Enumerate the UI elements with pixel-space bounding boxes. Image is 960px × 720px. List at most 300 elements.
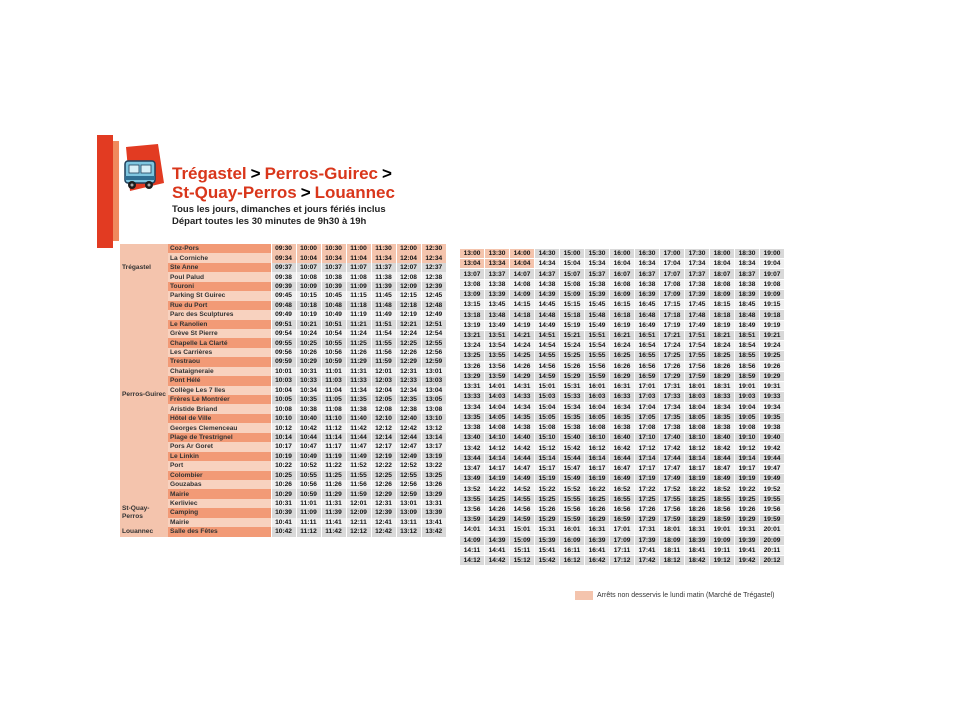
departure-time: 09:37	[271, 263, 296, 272]
departure-time: 13:56	[485, 361, 510, 371]
departure-time: 10:24	[296, 329, 321, 338]
departure-time: 17:22	[635, 484, 660, 494]
departure-time: 14:18	[510, 310, 535, 320]
departure-time: 14:09	[510, 289, 535, 299]
departure-time: 11:25	[321, 471, 346, 480]
stop-name: Rue du Port	[168, 301, 271, 310]
departure-time: 15:12	[510, 556, 535, 566]
departure-time: 14:41	[485, 545, 510, 555]
table-row	[120, 499, 446, 508]
departure-time: 14:49	[535, 320, 560, 330]
departure-time: 19:12	[735, 443, 760, 453]
departure-time: 17:18	[660, 310, 685, 320]
departure-time: 09:59	[271, 357, 296, 366]
departure-time: 17:07	[660, 269, 685, 279]
departure-time: 18:49	[710, 474, 735, 484]
departure-time: 16:08	[585, 422, 610, 432]
stop-name: Pont Hélé	[168, 376, 271, 385]
stop-name: Plage de Trestrignel	[168, 433, 271, 442]
departure-time: 14:15	[510, 300, 535, 310]
departure-time: 14:52	[510, 484, 535, 494]
departure-time: 18:11	[660, 545, 685, 555]
departure-time: 14:34	[535, 259, 560, 269]
departure-time: 15:52	[560, 484, 585, 494]
departure-time: 17:39	[635, 535, 660, 545]
departure-time: 16:37	[635, 269, 660, 279]
departure-time: 19:34	[760, 402, 785, 412]
departure-time: 14:21	[510, 330, 535, 340]
departure-time: 11:05	[321, 395, 346, 404]
departure-time: 09:56	[271, 348, 296, 357]
departure-time: 15:09	[560, 289, 585, 299]
departure-time: 12:24	[396, 329, 421, 338]
departure-time: 11:47	[346, 442, 371, 451]
stop-name: Coz-Pors	[168, 244, 271, 253]
departure-time: 19:04	[735, 402, 760, 412]
departure-time: 19:49	[760, 474, 785, 484]
departure-time: 12:04	[396, 253, 421, 262]
departure-time: 19:01	[735, 382, 760, 392]
departure-time: 12:59	[396, 489, 421, 498]
departure-time: 12:01	[371, 367, 396, 376]
departure-time: 09:51	[271, 320, 296, 329]
departure-time: 13:08	[460, 279, 485, 289]
departure-time: 18:09	[660, 535, 685, 545]
table-row	[460, 300, 785, 310]
departure-time: 14:22	[485, 484, 510, 494]
departure-time: 15:34	[585, 259, 610, 269]
table-row	[460, 422, 785, 432]
table-row	[460, 279, 785, 289]
departure-time: 12:55	[421, 338, 446, 347]
departure-time: 15:54	[585, 341, 610, 351]
departure-time: 13:31	[421, 499, 446, 508]
departure-time: 10:38	[296, 404, 321, 413]
departure-time: 19:31	[735, 525, 760, 535]
departure-time: 13:49	[460, 474, 485, 484]
departure-time: 11:48	[371, 301, 396, 310]
departure-time: 16:44	[610, 453, 635, 463]
table-row	[460, 259, 785, 269]
departure-time: 19:11	[710, 545, 735, 555]
departure-time: 19:26	[735, 504, 760, 514]
departure-time: 14:39	[485, 535, 510, 545]
table-row	[460, 341, 785, 351]
departure-time: 09:39	[271, 282, 296, 291]
departure-time: 17:30	[685, 249, 710, 259]
departure-time: 13:34	[485, 259, 510, 269]
departure-time: 16:21	[610, 330, 635, 340]
departure-time: 13:18	[460, 310, 485, 320]
departure-time: 16:34	[635, 259, 660, 269]
departure-time: 12:25	[396, 338, 421, 347]
zone-label: Louannec	[120, 527, 168, 536]
departure-time: 16:12	[560, 556, 585, 566]
departure-time: 15:56	[560, 504, 585, 514]
departure-time: 18:56	[710, 504, 735, 514]
departure-time: 18:54	[735, 341, 760, 351]
departure-time: 19:40	[760, 433, 785, 443]
departure-time: 11:26	[346, 348, 371, 357]
departure-time: 11:31	[346, 367, 371, 376]
departure-time: 17:34	[660, 402, 685, 412]
departure-time: 17:19	[660, 320, 685, 330]
departure-time: 13:12	[421, 423, 446, 432]
departure-time: 13:21	[460, 330, 485, 340]
departure-time: 16:05	[585, 412, 610, 422]
departure-time: 12:18	[396, 301, 421, 310]
departure-time: 14:37	[535, 269, 560, 279]
title-st-quay-perros: St-Quay-Perros	[172, 183, 297, 202]
subtitle-frequency: Départ toutes les 30 minutes de 9h30 à 19h	[172, 216, 367, 227]
stop-name: Salle des Fêtes	[168, 527, 271, 536]
departure-time: 18:30	[735, 249, 760, 259]
departure-time: 18:05	[685, 412, 710, 422]
departure-time: 16:18	[610, 310, 635, 320]
departure-time: 18:21	[710, 330, 735, 340]
departure-time: 18:19	[685, 474, 710, 484]
departure-time: 14:04	[510, 259, 535, 269]
departure-time: 18:12	[685, 443, 710, 453]
departure-time: 17:52	[660, 484, 685, 494]
departure-time: 12:34	[396, 386, 421, 395]
departure-time: 13:19	[460, 320, 485, 330]
departure-time: 15:10	[535, 433, 560, 443]
departure-time: 18:42	[685, 556, 710, 566]
departure-time: 17:25	[660, 351, 685, 361]
departure-time: 13:39	[485, 289, 510, 299]
departure-time: 09:54	[271, 329, 296, 338]
departure-time: 15:38	[560, 422, 585, 432]
departure-time: 19:05	[735, 412, 760, 422]
departure-time: 14:45	[535, 300, 560, 310]
departure-time: 16:39	[635, 289, 660, 299]
departure-time: 14:24	[510, 341, 535, 351]
departure-time: 10:45	[321, 291, 346, 300]
departure-time: 10:15	[296, 291, 321, 300]
departure-time: 14:26	[485, 504, 510, 514]
departure-time: 18:19	[710, 320, 735, 330]
departure-time: 16:26	[610, 361, 635, 371]
departure-time: 12:54	[421, 329, 446, 338]
departure-time: 10:44	[296, 433, 321, 442]
departure-time: 14:04	[485, 402, 510, 412]
departure-time: 17:15	[660, 300, 685, 310]
departure-time: 11:03	[321, 376, 346, 385]
stop-name: Camping	[168, 508, 271, 517]
table-row	[460, 443, 785, 453]
title-line-2	[172, 183, 396, 202]
departure-time: 12:26	[371, 480, 396, 489]
departure-time: 19:56	[760, 504, 785, 514]
table-row	[120, 291, 446, 300]
departure-time: 10:55	[321, 338, 346, 347]
departure-time: 15:29	[560, 371, 585, 381]
departure-time: 14:09	[460, 535, 485, 545]
departure-time: 18:41	[685, 545, 710, 555]
departure-time: 18:00	[710, 249, 735, 259]
stop-name: Port	[168, 461, 271, 470]
departure-time: 15:49	[560, 474, 585, 484]
departure-time: 10:05	[271, 395, 296, 404]
departure-time: 10:48	[321, 301, 346, 310]
title-louannec: Louannec	[314, 183, 395, 202]
departure-time: 12:56	[421, 348, 446, 357]
title-arrow: >	[381, 164, 392, 183]
departure-time: 18:26	[710, 361, 735, 371]
departure-time: 17:54	[685, 341, 710, 351]
table-row	[460, 289, 785, 299]
departure-time: 18:08	[710, 279, 735, 289]
departure-time: 15:04	[535, 402, 560, 412]
departure-time: 12:55	[396, 471, 421, 480]
departure-time: 19:39	[735, 535, 760, 545]
departure-time: 10:56	[321, 348, 346, 357]
title-arrow: >	[250, 164, 261, 183]
departure-time: 19:29	[760, 371, 785, 381]
departure-time: 11:01	[321, 367, 346, 376]
departure-time: 17:31	[635, 525, 660, 535]
departure-time: 15:07	[560, 269, 585, 279]
departure-time: 12:51	[421, 320, 446, 329]
departure-time: 19:33	[760, 392, 785, 402]
table-row	[460, 433, 785, 443]
departure-time: 17:24	[660, 341, 685, 351]
departure-time: 15:33	[560, 392, 585, 402]
departure-time: 19:22	[735, 484, 760, 494]
table-row	[120, 461, 446, 470]
departure-time: 20:11	[760, 545, 785, 555]
table-row	[120, 471, 446, 480]
departure-time: 10:07	[296, 263, 321, 272]
departure-time: 13:09	[460, 289, 485, 299]
departure-time: 11:45	[371, 291, 396, 300]
legend	[575, 591, 774, 600]
departure-time: 11:33	[346, 376, 371, 385]
departure-time: 12:12	[346, 527, 371, 536]
departure-time: 19:03	[735, 392, 760, 402]
departure-time: 14:12	[485, 443, 510, 453]
departure-time: 13:07	[460, 269, 485, 279]
departure-time: 12:29	[371, 489, 396, 498]
departure-time: 12:37	[421, 263, 446, 272]
departure-time: 12:19	[371, 452, 396, 461]
departure-time: 12:03	[371, 376, 396, 385]
departure-time: 11:59	[371, 357, 396, 366]
departure-time: 13:49	[485, 320, 510, 330]
stop-name: Pors Ar Goret	[168, 442, 271, 451]
departure-time: 13:04	[460, 259, 485, 269]
departure-time: 20:09	[760, 535, 785, 545]
departure-time: 14:10	[485, 433, 510, 443]
departure-time: 13:19	[421, 452, 446, 461]
table-row	[120, 301, 446, 310]
departure-time: 09:38	[271, 272, 296, 281]
departure-time: 17:14	[635, 453, 660, 463]
departure-time: 18:07	[710, 269, 735, 279]
departure-time: 15:29	[535, 515, 560, 525]
departure-time: 16:55	[635, 351, 660, 361]
departure-time: 11:42	[346, 423, 371, 432]
departure-time: 17:21	[660, 330, 685, 340]
departure-time: 13:26	[460, 361, 485, 371]
departure-time: 13:24	[460, 341, 485, 351]
departure-time: 14:31	[510, 382, 535, 392]
departure-time: 13:14	[421, 433, 446, 442]
stop-name: Les Carrières	[168, 348, 271, 357]
departure-time: 10:38	[321, 272, 346, 281]
stop-name: Georges Clemenceau	[168, 423, 271, 432]
departure-time: 17:31	[660, 382, 685, 392]
table-row	[460, 382, 785, 392]
table-row	[120, 338, 446, 347]
departure-time: 12:47	[396, 442, 421, 451]
departure-time: 11:34	[371, 253, 396, 262]
departure-time: 14:19	[485, 474, 510, 484]
departure-time: 16:38	[635, 279, 660, 289]
departure-time: 16:14	[585, 453, 610, 463]
departure-time: 16:40	[610, 433, 635, 443]
departure-time: 09:48	[271, 301, 296, 310]
departure-time: 14:29	[485, 515, 510, 525]
departure-time: 16:04	[585, 402, 610, 412]
departure-time: 15:49	[585, 320, 610, 330]
departure-time: 20:12	[760, 556, 785, 566]
departure-time: 10:19	[271, 452, 296, 461]
departure-time: 17:12	[635, 443, 660, 453]
table-row	[120, 310, 446, 319]
departure-time: 13:47	[460, 463, 485, 473]
departure-time: 15:37	[585, 269, 610, 279]
departure-time: 18:10	[685, 433, 710, 443]
departure-time: 17:39	[685, 289, 710, 299]
departure-time: 10:55	[296, 471, 321, 480]
departure-time: 10:10	[271, 414, 296, 423]
departure-time: 10:59	[296, 489, 321, 498]
stop-name: Poul Palud	[168, 272, 271, 281]
departure-time: 10:09	[296, 282, 321, 291]
departure-time: 14:56	[510, 504, 535, 514]
departure-time: 15:22	[535, 484, 560, 494]
departure-time: 11:39	[371, 282, 396, 291]
departure-time: 11:59	[346, 489, 371, 498]
stop-name: La Corniche	[168, 253, 271, 262]
departure-time: 15:21	[560, 330, 585, 340]
departure-time: 12:19	[396, 310, 421, 319]
departure-time: 18:55	[710, 494, 735, 504]
departure-time: 19:04	[760, 259, 785, 269]
departure-time: 15:24	[560, 341, 585, 351]
departure-time: 19:31	[760, 382, 785, 392]
table-row	[120, 433, 446, 442]
stop-name: Grève St Pierre	[168, 329, 271, 338]
departure-time: 12:42	[371, 527, 396, 536]
table-row	[460, 463, 785, 473]
departure-time: 18:38	[735, 279, 760, 289]
table-row	[460, 484, 785, 494]
table-row	[460, 525, 785, 535]
departure-time: 14:38	[535, 279, 560, 289]
departure-time: 16:17	[585, 463, 610, 473]
departure-time: 12:41	[371, 518, 396, 527]
departure-time: 13:22	[421, 461, 446, 470]
departure-time: 15:03	[535, 392, 560, 402]
departure-time: 17:09	[610, 535, 635, 545]
departure-time: 15:48	[585, 310, 610, 320]
departure-time: 17:59	[660, 515, 685, 525]
departure-time: 17:01	[610, 525, 635, 535]
departure-time: 13:42	[460, 443, 485, 453]
subtitle-days: Tous les jours, dimanches et jours fériés inclus	[172, 204, 386, 215]
departure-time: 19:15	[760, 300, 785, 310]
departure-time: 09:45	[271, 291, 296, 300]
table-row	[120, 489, 446, 498]
departure-time: 13:12	[396, 527, 421, 536]
title-arrow: >	[300, 183, 311, 202]
departure-time: 10:08	[271, 404, 296, 413]
departure-time: 12:45	[421, 291, 446, 300]
departure-time: 14:39	[535, 289, 560, 299]
departure-time: 16:45	[635, 300, 660, 310]
departure-time: 19:38	[760, 422, 785, 432]
departure-time: 12:04	[371, 386, 396, 395]
departure-time: 17:55	[660, 494, 685, 504]
departure-time: 12:31	[396, 367, 421, 376]
table-row	[460, 310, 785, 320]
table-row	[120, 376, 446, 385]
departure-time: 19:10	[735, 433, 760, 443]
departure-time: 14:00	[510, 249, 535, 259]
departure-time: 10:12	[271, 423, 296, 432]
departure-time: 11:37	[371, 263, 396, 272]
departure-time: 17:56	[685, 361, 710, 371]
stop-name: Le Linkin	[168, 452, 271, 461]
departure-time: 15:34	[560, 402, 585, 412]
departure-time: 14:55	[510, 494, 535, 504]
table-row	[120, 357, 446, 366]
departure-time: 18:56	[735, 361, 760, 371]
table-row	[460, 249, 785, 259]
departure-time: 11:29	[346, 357, 371, 366]
departure-time: 18:42	[710, 443, 735, 453]
departure-time: 10:03	[271, 376, 296, 385]
departure-time: 12:49	[421, 310, 446, 319]
departure-time: 12:38	[421, 272, 446, 281]
departure-time: 10:49	[321, 310, 346, 319]
departure-time: 14:35	[510, 412, 535, 422]
departure-time: 12:30	[421, 244, 446, 253]
departure-time: 12:25	[371, 471, 396, 480]
departure-time: 09:30	[271, 244, 296, 253]
departure-time: 17:51	[685, 330, 710, 340]
departure-time: 11:22	[321, 461, 346, 470]
departure-time: 16:51	[635, 330, 660, 340]
departure-time: 19:24	[760, 341, 785, 351]
departure-time: 15:25	[560, 351, 585, 361]
departure-time: 18:52	[710, 484, 735, 494]
departure-time: 13:17	[421, 442, 446, 451]
table-row	[460, 371, 785, 381]
table-row	[460, 556, 785, 566]
departure-time: 14:55	[535, 351, 560, 361]
departure-time: 11:52	[346, 461, 371, 470]
table-row	[120, 518, 446, 527]
departure-time: 16:52	[610, 484, 635, 494]
departure-time: 19:42	[760, 443, 785, 453]
departure-time: 16:19	[585, 474, 610, 484]
departure-time: 14:47	[510, 463, 535, 473]
departure-time: 14:17	[485, 463, 510, 473]
